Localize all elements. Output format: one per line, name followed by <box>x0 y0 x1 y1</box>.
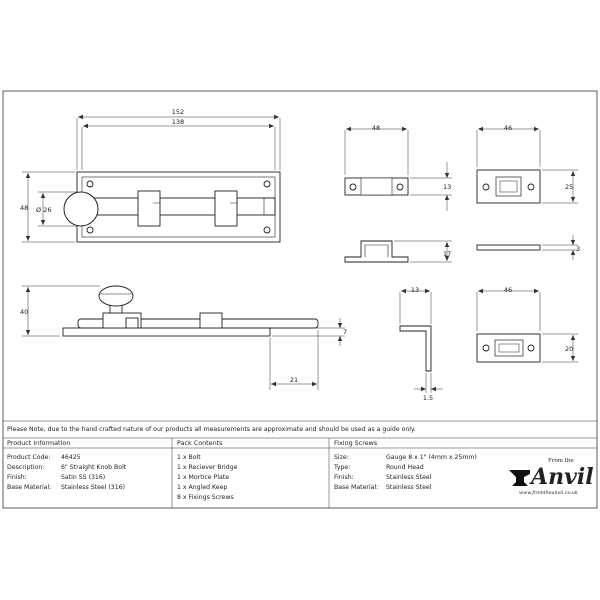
dim-keep-depth: 13 <box>410 286 420 294</box>
dim-plate-thickness: 7 <box>343 328 348 336</box>
product-info-value: Stainless Steel (316) <box>61 484 126 491</box>
fixing-screws-header: Fixing Screws <box>334 439 378 447</box>
sheet-border <box>3 91 597 508</box>
mortice-plate-front <box>477 170 540 203</box>
dim-plate-height: 48 <box>20 204 29 212</box>
product-info-value: 6" Straight Knob Bolt <box>61 464 127 471</box>
fixing-screws-value: Stainless Steel <box>386 484 432 491</box>
product-info-header: Product Information <box>7 439 71 447</box>
product-info-label: Base Material: <box>7 484 52 491</box>
fixing-screws-label: Finish: <box>334 474 354 481</box>
dim-knob-diameter: Ø 26 <box>36 206 52 214</box>
pack-contents-item: 1 x Reciever Bridge <box>177 464 238 471</box>
dim-side-height: 40 <box>20 308 29 316</box>
logo-brand-text: Anvil <box>531 464 594 490</box>
pack-contents-item: 1 x Angled Keep <box>177 484 228 491</box>
fixing-screws-value: Gauge 8 x 1" (4mm x 25mm) <box>386 454 477 461</box>
bolt-front-view <box>64 172 280 242</box>
dim-keep-width: 46 <box>503 286 513 294</box>
fixing-screws-value: Round Head <box>386 464 424 471</box>
pack-contents-item: 8 x Fixings Screws <box>177 494 234 501</box>
product-info-value: Satin SS (316) <box>61 474 106 481</box>
receiver-bridge-front <box>345 178 408 195</box>
anvil-icon <box>509 470 530 486</box>
dim-bridge-height: 13 <box>443 183 452 191</box>
mortice-plate-side <box>477 245 540 250</box>
product-info-label: Finish: <box>7 474 27 481</box>
product-info-label: Product Code: <box>7 454 51 461</box>
logo-small-text: From the <box>548 458 574 464</box>
dim-keep-height: 20 <box>565 345 574 353</box>
side-view-dimensions <box>22 286 348 390</box>
dim-bridge-width: 48 <box>371 124 381 132</box>
dim-plate-h: 25 <box>565 183 574 191</box>
dim-plate-thick: 3 <box>576 245 581 253</box>
product-info-value: 46425 <box>61 454 81 461</box>
dim-bridge-depth: 17 <box>443 250 452 258</box>
fixing-screws-label: Type: <box>334 464 351 471</box>
product-info-label: Description: <box>7 464 45 471</box>
dim-plate-length: 138 <box>171 118 185 126</box>
dim-bolt-projection: 21 <box>289 376 299 384</box>
logo-url: www.fromtheanvil.co.uk <box>519 491 578 496</box>
disclaimer-note: Please Note, due to the hand crafted nature of our products all measurements are approximate and should be used as a guide only. <box>7 426 416 433</box>
angled-keep-front <box>477 334 540 362</box>
dim-plate-width: 46 <box>503 124 513 132</box>
fixing-screws-value: Stainless Steel <box>386 474 432 481</box>
pack-contents-header: Pack Contents <box>177 439 223 447</box>
fixing-screws-label: Base Material: <box>334 484 379 491</box>
pack-contents-item: 1 x Bolt <box>177 454 201 461</box>
pack-contents-item: 1 x Mortice Plate <box>177 474 229 481</box>
dim-keep-thick: 1.5 <box>422 394 434 402</box>
bolt-side-view <box>63 286 318 336</box>
dim-bolt-length: 152 <box>171 108 185 116</box>
angled-keep-side <box>400 326 431 371</box>
anvil-logo <box>509 458 594 496</box>
fixing-screws-label: Size: <box>334 454 349 461</box>
receiver-bridge-side <box>345 241 408 262</box>
